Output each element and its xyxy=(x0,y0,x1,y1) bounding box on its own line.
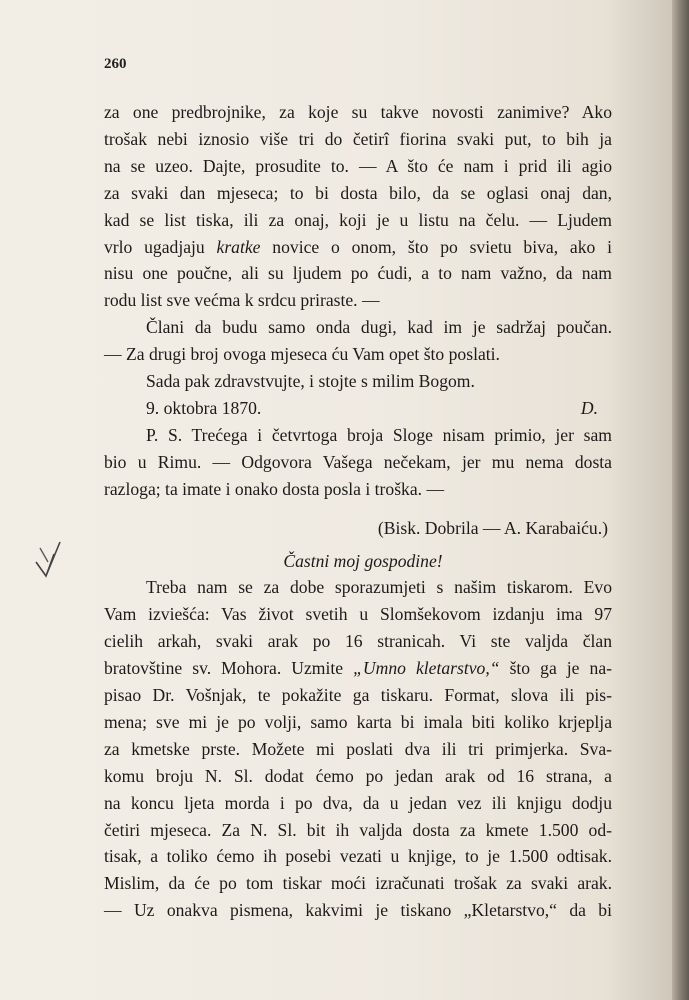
text-line: nisu one poučne, ali su ljudem po ćudi, a to nam važno, da nam xyxy=(104,263,612,284)
letter-date: 9. oktobra 1870. xyxy=(146,397,262,418)
text-line: za one predbrojnike, za koje su takve novosti zanimive? Ako xyxy=(104,102,612,122)
text-line: trošak nebi iznosio više tri do četirî fiorina svaki put, to bih ja xyxy=(104,128,612,149)
text-line: Treba nam se za dobe sporazumjeti s našim tiskarom. Evo xyxy=(146,577,612,598)
text-line: bio u Rimu. — Odgovora Vašega nečekam, jer mu nema dosta xyxy=(104,451,612,472)
text-line: Sada pak zdravstvujte, i stojte s milim Bogom. xyxy=(146,371,475,392)
text-line: na se uzeo. Dajte, prosudite to. — A što će nam i prid ili agio xyxy=(104,155,612,176)
text-line: rodu list sve većma k srdcu priraste. — xyxy=(104,290,380,311)
text-line: na koncu ljeta morda i po dva, da u jedan vez ili knjigu dodju xyxy=(104,792,612,813)
page-edge xyxy=(672,0,689,1000)
text-line: cielih arkah, svaki arak po 16 stranicah. Vi ste valjda član xyxy=(104,631,612,652)
text-line: Mislim, da će po tom tiskar moći izračunati trošak za svaki arak. xyxy=(104,873,612,894)
text-line: vrlo ugadjaju kratke novice o onom, što po svietu biva, ako i xyxy=(104,236,612,257)
text-line: P. S. Trećega i četvrtoga broja Sloge nisam primio, jer sam xyxy=(146,424,612,445)
letter-initial: D. xyxy=(580,397,598,418)
page-number: 260 xyxy=(104,56,127,72)
handwritten-x-mark xyxy=(30,532,70,582)
text-line: pisao Dr. Vošnjak, te pokažite ga tiskaru. Format, slova ili pis- xyxy=(104,685,612,706)
text-line: — Uz onakva pismena, kakvimi je tiskano „Kletarstvo,“ da bi xyxy=(104,900,612,921)
text-line: četiri mjeseca. Za N. Sl. bit ih valjda dosta za kmete 1.500 od- xyxy=(104,819,612,840)
text-line: tisak, a toliko ćemo ih posebi vezati u knjige, to je 1.500 odtisak. xyxy=(104,846,612,867)
text-line: — Za drugi broj ovoga mjeseca ću Vam opet što poslati. xyxy=(104,344,500,365)
text-line: Člani da budu samo onda dugi, kad im je sadržaj poučan. xyxy=(146,317,612,338)
body-text xyxy=(104,99,612,924)
text-line: mena; sve mi je po volji, samo karta bi imala biti koliko krjeplja xyxy=(104,711,612,732)
text-line: Vam izviešća: Vas život svetih u Slomšekovom izdanju ima 97 xyxy=(104,604,612,625)
letter-salutation: Častni moj gospodine! xyxy=(283,550,443,571)
italic-word: kratke xyxy=(216,236,261,257)
letter-attribution: (Bisk. Dobrila — A. Karabaiću.) xyxy=(377,517,608,538)
text-line: razloga; ta imate i onako dosta posla i troška. — xyxy=(104,478,445,499)
text-line: za svaki dan mjeseca; to bi dosta bilo, da se oglasi onaj dan, xyxy=(104,182,612,203)
date-line xyxy=(104,395,612,422)
text-line: bratovštine sv. Mohora. Uzmite „Umno kletarstvo,“ što ga je na- xyxy=(104,658,612,679)
text-line: komu broju N. Sl. dodat ćemo po jedan arak od 16 strana, a xyxy=(104,765,612,786)
text-line: za kmetske prste. Možete mi poslati dva ili tri primjerka. Sva- xyxy=(104,738,612,759)
italic-title: „Umno kletarstvo,“ xyxy=(353,658,500,679)
text-line: kad se list tiska, ili za onaj, koji je u listu na čelu. — Ljudem xyxy=(104,209,612,230)
